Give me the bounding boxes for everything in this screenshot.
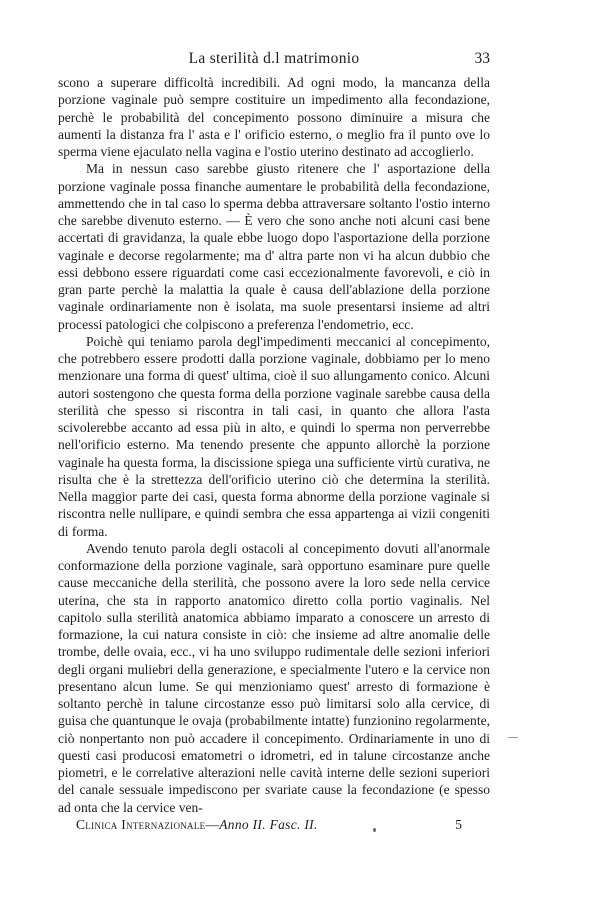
page-footer [76, 817, 490, 837]
signature-mark: 5 [455, 817, 462, 832]
running-title: La sterilità d.l matrimonio [188, 50, 360, 67]
scan-mark [508, 737, 518, 738]
paragraph-ablation: Ma in nessun caso sarebbe giusto ritenere che l' asportazione della porzione vaginale possa finanche aumentare le probabilità della fecondazione, ammettendo che in tal caso lo sperma debba attraversare soltanto l'ostio interno che sarebbe divenuto esterno. — È vero che sono anche noti alcuni casi bene accertati di gravidanza, la quale ebbe luogo dopo l'asportazione della porzione vaginale e decorse regolarmente; ma d' altra parte non vi ha alcun dubbio che essi debbono essere riguardati come casi eccezionalmente favorevoli, e ciò in gran parte perchè la malattia la quale è causa dell'ablazione della porzione vaginale ordinariamente non è isolata, ma suole presentarsi insieme ad altri processi patologici che colpiscono a preferenza l'endometrio, ecc. [58, 161, 490, 332]
footer-journal-title: Clinica Internazionale— [76, 817, 220, 832]
footer-journal-line [76, 817, 318, 833]
scan-speck [373, 828, 376, 832]
footer-issue: Anno II. Fasc. II. [219, 817, 318, 832]
paragraph-cervical-causes: Avendo tenuto parola degli ostacoli al concepimento dovuti all'anormale conformazione della porzione vaginale, sarà opportuno esaminare pure quelle cause meccaniche della sterilità, che possono avere la loro sede nella cervice uterina, che sta in rapporto anatomico diretto colla portio vaginalis. Nel capitolo sulla sterilità anatomica abbiamo imparato a conoscere un arresto di formazione, la cui natura consiste in ciò: che insieme ad altre anomalie delle trombe, delle ovaia, ecc., vi ha uno sviluppo rudimentale delle sezioni inferiori degli organi muliebri della generazione, e specialmente l'utero e la cervice non presentano alcun lume. Se qui menzioniamo quest' arresto di formazione è soltanto perchè in talune circostanze esso può limitarsi solo alla cervice, di guisa che quantunque le ovaja (probabilmente intatte) funzionino regolarmente, ciò nonpertanto non può accadere il concepimento. Ordinariamente in uno di questi casi producosi ematometri o idrometri, ed in talune circostanze anche piometri, e le correlative alterazioni nelle cavità interne delle sezioni superiori del canale sessuale impediscono per svariate cause la fecondazione (e spesso ad onta che la cervice ven- [58, 540, 490, 815]
paragraph-conical-elongation: Poichè qui teniamo parola degl'impedimenti meccanici al concepimento, che potrebbero essere prodotti dalla porzione vaginale, dobbiamo per lo meno menzionare una forma di quest' ultima, cioè il suo allungamento conico. Alcuni autori sostengono che questa forma della porzione vaginale sarebbe causa della sterilità che spesso si riscontra in tali casi, in quanto che allora l'asta scivolerebbe accanto ad essa più in alto, e quindi lo sperma non perverrebbe nell'orificio esterno. Ma tenendo presente che appunto allorchè la porzione vaginale ha questa forma, la discissione spiega una sufficiente virtù curativa, ne risulta che è la strettezza dell'orificio uterino ciò che determina la sterilità. Nella maggior parte dei casi, questa forma abnorme della porzione vaginale si riscontra nelle nullipare, e quindi sembra che essa appartenga ai vizii congeniti di forma. [58, 333, 490, 539]
running-head [58, 50, 490, 72]
body-text [58, 74, 490, 816]
page-number: 33 [474, 50, 490, 67]
paragraph-continuation: scono a superare difficoltà incredibili. Ad ogni modo, la mancanza della porzione vaginale può sempre costituire un impedimento alla fecondazione, perchè le probabilità del concepimento possono diminuire a misura che aumenti la distanza fra l' asta e l' orificio esterno, o meglio fra il punto ove lo sperma viene ejaculato nella vagina e l'ostio uterino destinato ad accoglierlo. [58, 75, 490, 159]
